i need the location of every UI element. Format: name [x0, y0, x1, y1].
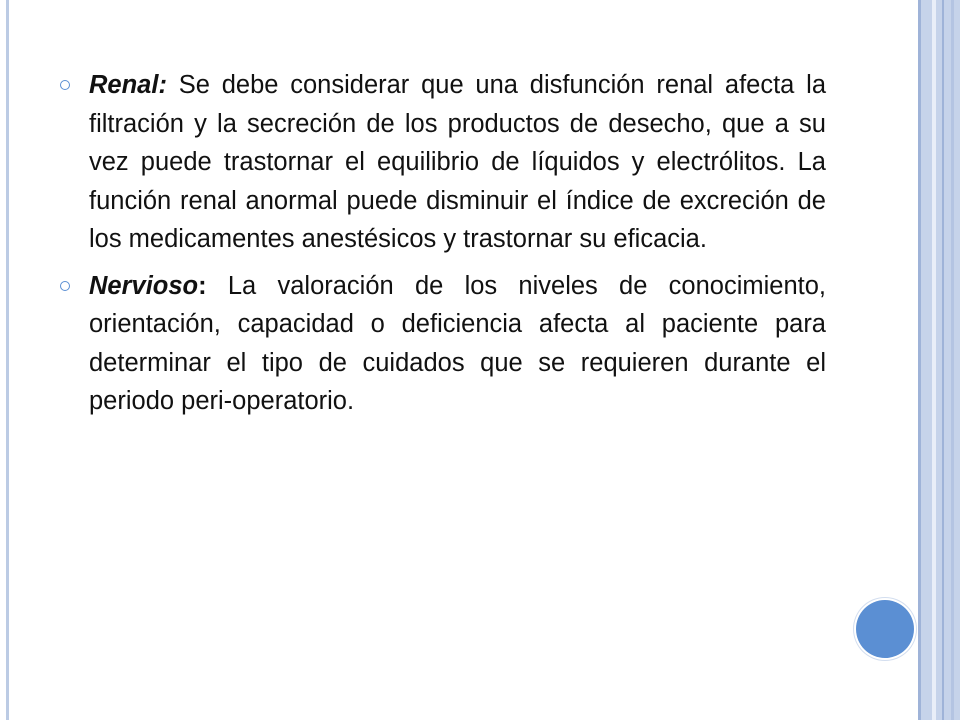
bullet-item-nervioso [60, 267, 826, 421]
decorative-circle [856, 600, 914, 658]
bullet-separator: : [198, 271, 207, 300]
bullet-paragraph [89, 66, 826, 259]
bullet-body: La valoración de los niveles de conocimiento, orientación, capacidad o deficiencia afecta al paciente para determinar el tipo de cuidados que se requieren durante el periodo peri-operatorio. [89, 271, 826, 415]
right-stripe [942, 0, 944, 720]
right-stripe [918, 0, 921, 720]
bullet-term: Renal: [89, 71, 167, 99]
bullet-paragraph [89, 267, 826, 421]
right-decorative-band [918, 0, 960, 720]
slide-content [60, 66, 826, 429]
left-border-line [6, 0, 9, 720]
bullet-term: Nervioso [89, 271, 199, 300]
bullet-body: Se debe considerar que una disfunción renal afecta la filtración y la secreción de los productos de desecho, que a su vez puede trastornar el equilibrio de líquidos y electrólitos. La función renal anormal puede disminuir el índice de excreción de los medicamentes anestésicos y trastornar su eficacia. [89, 71, 826, 253]
bullet-ring-icon [60, 281, 70, 291]
bullet-item-renal [60, 66, 826, 259]
bullet-ring-icon [60, 80, 70, 90]
right-stripe [932, 0, 936, 720]
right-stripe [951, 0, 954, 720]
